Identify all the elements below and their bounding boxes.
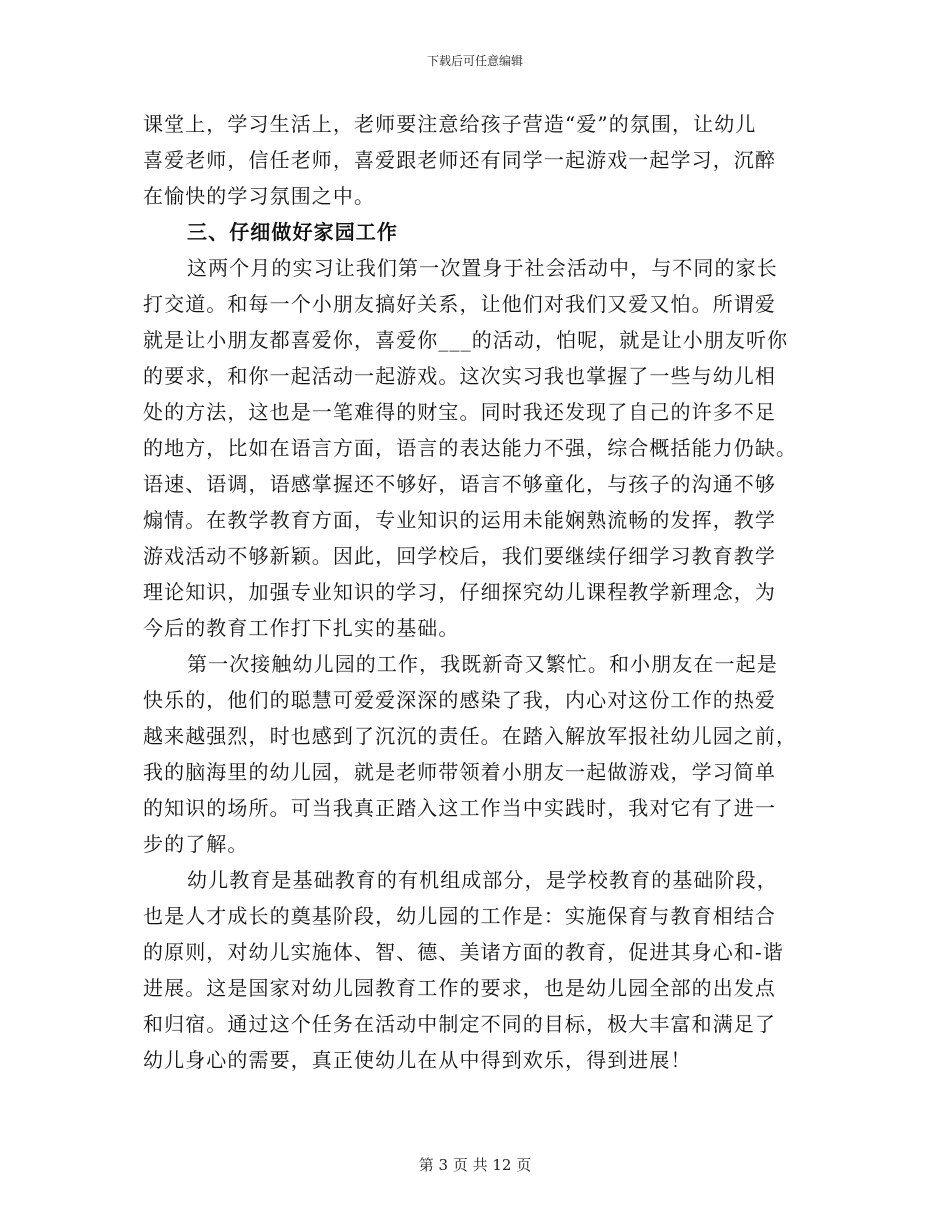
- body-line: 和归宿。通过这个任务在活动中制定不同的目标，极大丰富和满足了: [143, 1012, 776, 1036]
- paragraph-first-line: 第一次接触幼儿园的工作，我既新奇又繁忙。和小朋友在一起是: [187, 652, 778, 676]
- body-line: 打交道。和每一个小朋友搞好关系，让他们对我们又爱又怕。所谓爱: [143, 292, 776, 316]
- body-line: 就是让小朋友都喜爱你，喜爱你___的活动，怕呢，就是让小朋友听你: [143, 328, 789, 352]
- body-line: 游戏活动不够新颖。因此，回学校后，我们要继续仔细学习教育教学: [143, 544, 776, 568]
- body-line: 的知识的场所。可当我真正踏入这工作当中实践时，我对它有了进一: [143, 796, 776, 820]
- body-line: 我的脑海里的幼儿园，就是老师带领着小朋友一起做游戏，学习简单: [143, 760, 776, 784]
- body-line: 的要求，和你一起活动一起游戏。这次实习我也掌握了一些与幼儿相: [143, 364, 776, 388]
- body-line: 在愉快的学习氛围之中。: [143, 184, 376, 208]
- body-line: 处的方法，这也是一笔难得的财宝。同时我还发现了自己的许多不足: [143, 400, 776, 424]
- body-line: 语速、语调，语感掌握还不够好，语言不够童化，与孩子的沟通不够: [143, 472, 776, 496]
- body-line: 步的了解。: [143, 832, 249, 856]
- body-line: 的原则，对幼儿实施体、智、德、美诸方面的教育，促进其身心和-谐: [143, 940, 784, 964]
- body-line: 今后的教育工作打下扎实的基础。: [143, 616, 460, 640]
- paragraph-first-line: 这两个月的实习让我们第一次置身于社会活动中，与不同的家长: [187, 256, 778, 280]
- body-line: 幼儿身心的需要，真正使幼儿在从中得到欢乐，得到进展！: [143, 1048, 692, 1072]
- body-line: 煽情。在教学教育方面，专业知识的运用未能娴熟流畅的发挥，教学: [143, 508, 776, 532]
- body-line: 课堂上，学习生活上，老师要注意给孩子营造“爱”的氛围，让幼儿: [143, 112, 757, 136]
- body-line: 的地方，比如在语言方面，语言的表达能力不强，综合概括能力仍缺。: [143, 436, 798, 460]
- body-line: 也是人才成长的奠基阶段，幼儿园的工作是：实施保育与教育相结合: [143, 904, 776, 928]
- page-number: 第 3 页 共 12 页: [418, 1156, 532, 1174]
- body-line: 快乐的，他们的聪慧可爱爱深深的感染了我，内心对这份工作的热爱: [143, 688, 776, 712]
- body-line: 越来越强烈，时也感到了沉沉的责任。在踏入解放军报社幼儿园之前，: [143, 724, 798, 748]
- document-body: [143, 106, 808, 1078]
- paragraph-first-line: 幼儿教育是基础教育的有机组成部分，是学校教育的基础阶段，: [187, 868, 778, 892]
- body-line: 进展。这是国家对幼儿园教育工作的要求，也是幼儿园全部的出发点: [143, 976, 776, 1000]
- page-header-note: 下载后可任意编辑: [426, 54, 523, 68]
- section-heading: 三、仔细做好家园工作: [187, 220, 398, 244]
- body-line: 理论知识，加强专业知识的学习，仔细探究幼儿课程教学新理念，为: [143, 580, 776, 604]
- body-line: 喜爱老师，信任老师，喜爱跟老师还有同学一起游戏一起学习，沉醉: [143, 148, 776, 172]
